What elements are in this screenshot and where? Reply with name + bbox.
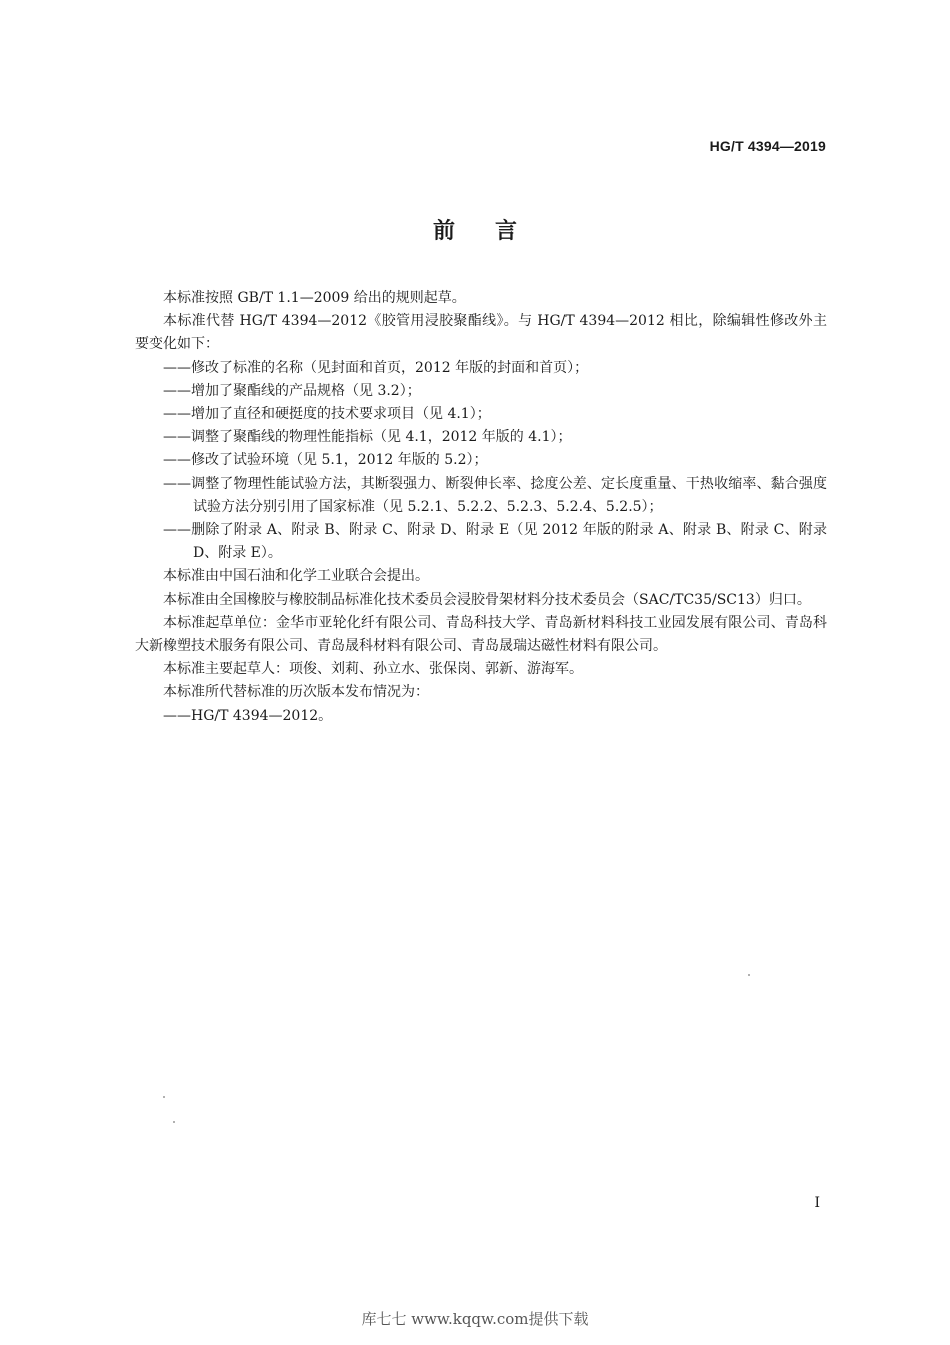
- change-item: ——增加了聚酯线的产品规格（见 3.2）；: [163, 382, 421, 399]
- change-item: ——修改了标准的名称（见封面和首页，2012 年版的封面和首页）；: [163, 359, 589, 376]
- change-item: ——调整了聚酯线的物理性能指标（见 4.1，2012 年版的 4.1）；: [163, 429, 572, 446]
- paragraph: 本标准起草单位：金华市亚轮化纤有限公司、青岛科技大学、青岛新材料科技工业园发展有限公司、青岛科大新橡塑技术服务有限公司、青岛晟科材料有限公司、青岛晟瑞达磁性材料有限公司。: [135, 614, 827, 655]
- paragraph: 本标准由全国橡胶与橡胶制品标准化技术委员会浸胶骨架材料分技术委员会（SAC/TC35/SC13）归口。: [163, 591, 811, 608]
- download-footer: 库七七 www.kqqw.com提供下载: [361, 1310, 589, 1328]
- scan-speck: [748, 974, 750, 976]
- page-title: 前言: [432, 218, 557, 244]
- history-item: ——HG/T 4394—2012。: [163, 707, 333, 724]
- scan-speck: [173, 1121, 175, 1123]
- scan-speck: [163, 1096, 165, 1098]
- change-item: ——调整了物理性能试验方法，其断裂强力、断裂伸长率、捻度公差、定长度重量、干热收缩率、黏合强度试验方法分别引用了国家标准（见 5.2.1、5.2.2、5.2.3、5.2.4、5.2.5）；: [163, 475, 827, 515]
- paragraph: 本标准由中国石油和化学工业联合会提出。: [163, 568, 429, 585]
- change-item: ——增加了直径和硬挺度的技术要求项目（见 4.1）；: [163, 406, 491, 423]
- paragraph: 本标准所代替标准的历次版本发布情况为：: [163, 684, 429, 701]
- change-item: ——删除了附录 A、附录 B、附录 C、附录 D、附录 E（见 2012 年版的附录 A、附录 B、附录 C、附录 D、附录 E）。: [163, 522, 827, 562]
- standard-code: HG/T 4394—2019: [709, 138, 826, 154]
- paragraph: 本标准按照 GB/T 1.1—2009 给出的规则起草。: [163, 290, 466, 306]
- paragraph: 本标准主要起草人：项俊、刘莉、孙立水、张保岗、郭新、游海军。: [163, 661, 583, 678]
- change-item: ——修改了试验环境（见 5.1，2012 年版的 5.2）；: [163, 452, 488, 469]
- foreword-body: [135, 287, 827, 728]
- page-number: I: [814, 1195, 820, 1211]
- paragraph: 本标准代替 HG/T 4394—2012《胶管用浸胶聚酯线》。与 HG/T 4394—2012 相比，除编辑性修改外主要变化如下：: [135, 313, 827, 353]
